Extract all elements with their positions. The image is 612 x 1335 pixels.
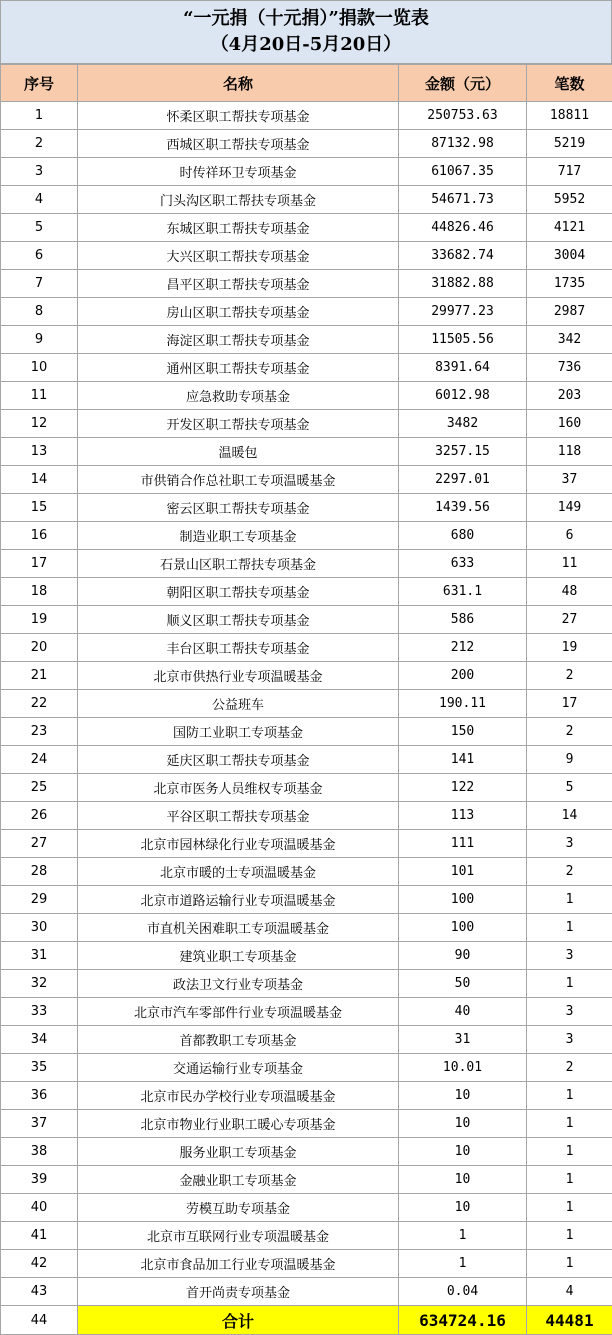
row-count: 4121	[527, 214, 612, 242]
row-amount: 122	[399, 774, 527, 802]
row-index: 10	[1, 354, 78, 382]
table-row	[1, 382, 612, 410]
row-amount: 1	[399, 1250, 527, 1278]
table-row	[1, 830, 612, 858]
row-index: 14	[1, 466, 78, 494]
row-fund-name: 北京市医务人员维权专项基金	[78, 774, 399, 802]
row-index: 18	[1, 578, 78, 606]
table-row	[1, 186, 612, 214]
row-count: 5219	[527, 130, 612, 158]
row-count: 5	[527, 774, 612, 802]
row-index: 26	[1, 802, 78, 830]
row-amount: 111	[399, 830, 527, 858]
table-body	[1, 102, 612, 1335]
row-amount: 2297.01	[399, 466, 527, 494]
row-fund-name: 市供销合作总社职工专项温暖基金	[78, 466, 399, 494]
row-index: 2	[1, 130, 78, 158]
row-count: 1	[527, 970, 612, 998]
row-fund-name: 开发区职工帮扶专项基金	[78, 410, 399, 438]
row-fund-name: 西城区职工帮扶专项基金	[78, 130, 399, 158]
row-index: 16	[1, 522, 78, 550]
total-row	[1, 1306, 612, 1335]
row-amount: 90	[399, 942, 527, 970]
table-row	[1, 1278, 612, 1306]
column-header-count: 笔数	[527, 65, 612, 102]
row-count: 3004	[527, 242, 612, 270]
row-amount: 10	[399, 1082, 527, 1110]
row-index: 11	[1, 382, 78, 410]
row-amount: 10	[399, 1194, 527, 1222]
table-row	[1, 662, 612, 690]
row-count: 118	[527, 438, 612, 466]
row-count: 48	[527, 578, 612, 606]
row-count: 14	[527, 802, 612, 830]
row-fund-name: 昌平区职工帮扶专项基金	[78, 270, 399, 298]
row-count: 736	[527, 354, 612, 382]
row-index: 38	[1, 1138, 78, 1166]
row-amount: 190.11	[399, 690, 527, 718]
row-count: 203	[527, 382, 612, 410]
table-row	[1, 690, 612, 718]
row-index: 23	[1, 718, 78, 746]
row-fund-name: 首开尚责专项基金	[78, 1278, 399, 1306]
row-count: 18811	[527, 102, 612, 130]
row-amount: 40	[399, 998, 527, 1026]
row-fund-name: 门头沟区职工帮扶专项基金	[78, 186, 399, 214]
table-row	[1, 914, 612, 942]
row-index: 24	[1, 746, 78, 774]
row-amount: 87132.98	[399, 130, 527, 158]
row-count: 5952	[527, 186, 612, 214]
table-row	[1, 970, 612, 998]
row-count: 342	[527, 326, 612, 354]
row-amount: 0.04	[399, 1278, 527, 1306]
row-index: 22	[1, 690, 78, 718]
table-row	[1, 1054, 612, 1082]
row-index: 31	[1, 942, 78, 970]
row-fund-name: 劳模互助专项基金	[78, 1194, 399, 1222]
row-fund-name: 服务业职工专项基金	[78, 1138, 399, 1166]
row-count: 2	[527, 718, 612, 746]
row-amount: 586	[399, 606, 527, 634]
row-fund-name: 北京市物业行业职工暖心专项基金	[78, 1110, 399, 1138]
row-index: 25	[1, 774, 78, 802]
row-fund-name: 北京市园林绿化行业专项温暖基金	[78, 830, 399, 858]
row-count: 37	[527, 466, 612, 494]
row-fund-name: 北京市互联网行业专项温暖基金	[78, 1222, 399, 1250]
row-index: 6	[1, 242, 78, 270]
row-index: 36	[1, 1082, 78, 1110]
table-row	[1, 746, 612, 774]
table-row	[1, 242, 612, 270]
table-row	[1, 550, 612, 578]
row-amount: 54671.73	[399, 186, 527, 214]
row-amount: 250753.63	[399, 102, 527, 130]
row-fund-name: 丰台区职工帮扶专项基金	[78, 634, 399, 662]
row-count: 2987	[527, 298, 612, 326]
row-count: 1	[527, 1250, 612, 1278]
row-amount: 10	[399, 1138, 527, 1166]
row-count: 1	[527, 1110, 612, 1138]
row-amount: 1	[399, 1222, 527, 1250]
row-fund-name: 时传祥环卫专项基金	[78, 158, 399, 186]
row-fund-name: 北京市暖的士专项温暖基金	[78, 858, 399, 886]
row-amount: 8391.64	[399, 354, 527, 382]
row-fund-name: 朝阳区职工帮扶专项基金	[78, 578, 399, 606]
row-amount: 44826.46	[399, 214, 527, 242]
row-count: 1	[527, 1222, 612, 1250]
row-amount: 11505.56	[399, 326, 527, 354]
row-count: 717	[527, 158, 612, 186]
row-fund-name: 北京市食品加工行业专项温暖基金	[78, 1250, 399, 1278]
row-count: 3	[527, 1026, 612, 1054]
row-amount: 29977.23	[399, 298, 527, 326]
total-amount: 634724.16	[399, 1306, 527, 1335]
table-row	[1, 522, 612, 550]
row-count: 149	[527, 494, 612, 522]
row-index: 28	[1, 858, 78, 886]
row-amount: 633	[399, 550, 527, 578]
row-amount: 10.01	[399, 1054, 527, 1082]
row-fund-name: 平谷区职工帮扶专项基金	[78, 802, 399, 830]
table-row	[1, 1166, 612, 1194]
row-fund-name: 海淀区职工帮扶专项基金	[78, 326, 399, 354]
row-index: 37	[1, 1110, 78, 1138]
table-row	[1, 998, 612, 1026]
row-index: 15	[1, 494, 78, 522]
table-row	[1, 774, 612, 802]
table-row	[1, 438, 612, 466]
row-index: 41	[1, 1222, 78, 1250]
table-row	[1, 326, 612, 354]
row-fund-name: 市直机关困难职工专项温暖基金	[78, 914, 399, 942]
row-index: 3	[1, 158, 78, 186]
row-count: 17	[527, 690, 612, 718]
table-date-range: （4月20日-5月20日）	[210, 34, 402, 55]
table-row	[1, 270, 612, 298]
header-row	[1, 65, 612, 102]
row-index: 17	[1, 550, 78, 578]
table-row	[1, 158, 612, 186]
row-index: 8	[1, 298, 78, 326]
row-fund-name: 延庆区职工帮扶专项基金	[78, 746, 399, 774]
row-count: 2	[527, 662, 612, 690]
row-amount: 6012.98	[399, 382, 527, 410]
row-amount: 150	[399, 718, 527, 746]
row-fund-name: 制造业职工专项基金	[78, 522, 399, 550]
row-index: 29	[1, 886, 78, 914]
row-amount: 3482	[399, 410, 527, 438]
table-row	[1, 606, 612, 634]
row-index: 35	[1, 1054, 78, 1082]
table-row	[1, 802, 612, 830]
row-amount: 212	[399, 634, 527, 662]
row-index: 30	[1, 914, 78, 942]
row-count: 2	[527, 1054, 612, 1082]
row-fund-name: 北京市民办学校行业专项温暖基金	[78, 1082, 399, 1110]
row-fund-name: 温暖包	[78, 438, 399, 466]
table-row	[1, 130, 612, 158]
table-row	[1, 1110, 612, 1138]
row-fund-name: 首都教职工专项基金	[78, 1026, 399, 1054]
row-fund-name: 建筑业职工专项基金	[78, 942, 399, 970]
row-count: 1	[527, 1082, 612, 1110]
row-count: 1	[527, 914, 612, 942]
table-title-block	[0, 0, 612, 64]
row-fund-name: 北京市道路运输行业专项温暖基金	[78, 886, 399, 914]
row-fund-name: 北京市汽车零部件行业专项温暖基金	[78, 998, 399, 1026]
row-amount: 31882.88	[399, 270, 527, 298]
table-row	[1, 354, 612, 382]
table-row	[1, 634, 612, 662]
row-fund-name: 东城区职工帮扶专项基金	[78, 214, 399, 242]
column-header-name: 名称	[78, 65, 399, 102]
row-index: 12	[1, 410, 78, 438]
table-row	[1, 1138, 612, 1166]
row-index: 20	[1, 634, 78, 662]
row-count: 3	[527, 998, 612, 1026]
row-fund-name: 交通运输行业专项基金	[78, 1054, 399, 1082]
table-row	[1, 410, 612, 438]
table-row	[1, 718, 612, 746]
row-count: 1	[527, 886, 612, 914]
donation-table	[0, 64, 612, 1335]
row-index: 7	[1, 270, 78, 298]
row-count: 6	[527, 522, 612, 550]
row-index: 5	[1, 214, 78, 242]
row-count: 3	[527, 830, 612, 858]
row-amount: 61067.35	[399, 158, 527, 186]
row-amount: 680	[399, 522, 527, 550]
row-amount: 101	[399, 858, 527, 886]
total-count: 44481	[527, 1306, 612, 1335]
row-index: 9	[1, 326, 78, 354]
row-count: 27	[527, 606, 612, 634]
row-amount: 1439.56	[399, 494, 527, 522]
row-fund-name: 怀柔区职工帮扶专项基金	[78, 102, 399, 130]
table-row	[1, 494, 612, 522]
table-row	[1, 1026, 612, 1054]
table-row	[1, 1194, 612, 1222]
row-fund-name: 北京市供热行业专项温暖基金	[78, 662, 399, 690]
row-amount: 200	[399, 662, 527, 690]
row-count: 2	[527, 858, 612, 886]
table-row	[1, 1250, 612, 1278]
row-index: 42	[1, 1250, 78, 1278]
table-row	[1, 466, 612, 494]
table-row	[1, 942, 612, 970]
row-index: 39	[1, 1166, 78, 1194]
row-count: 1	[527, 1166, 612, 1194]
row-count: 3	[527, 942, 612, 970]
total-index: 44	[1, 1306, 78, 1335]
row-index: 43	[1, 1278, 78, 1306]
row-count: 1735	[527, 270, 612, 298]
table-row	[1, 298, 612, 326]
row-index: 27	[1, 830, 78, 858]
row-amount: 10	[399, 1166, 527, 1194]
row-amount: 10	[399, 1110, 527, 1138]
row-amount: 113	[399, 802, 527, 830]
row-index: 34	[1, 1026, 78, 1054]
row-fund-name: 房山区职工帮扶专项基金	[78, 298, 399, 326]
row-count: 1	[527, 1138, 612, 1166]
row-count: 19	[527, 634, 612, 662]
row-count: 4	[527, 1278, 612, 1306]
row-amount: 141	[399, 746, 527, 774]
column-header-index: 序号	[1, 65, 78, 102]
column-header-amount: 金额（元）	[399, 65, 527, 102]
row-count: 160	[527, 410, 612, 438]
row-index: 4	[1, 186, 78, 214]
table-row	[1, 578, 612, 606]
table-row	[1, 1222, 612, 1250]
row-index: 1	[1, 102, 78, 130]
table-title: “一元捐（十元捐）”捐款一览表	[183, 8, 429, 29]
row-fund-name: 密云区职工帮扶专项基金	[78, 494, 399, 522]
table-row	[1, 858, 612, 886]
row-index: 40	[1, 1194, 78, 1222]
row-fund-name: 应急救助专项基金	[78, 382, 399, 410]
row-amount: 3257.15	[399, 438, 527, 466]
row-index: 21	[1, 662, 78, 690]
row-fund-name: 金融业职工专项基金	[78, 1166, 399, 1194]
table-row	[1, 1082, 612, 1110]
row-fund-name: 顺义区职工帮扶专项基金	[78, 606, 399, 634]
row-index: 19	[1, 606, 78, 634]
row-amount: 33682.74	[399, 242, 527, 270]
table-row	[1, 886, 612, 914]
row-fund-name: 大兴区职工帮扶专项基金	[78, 242, 399, 270]
row-fund-name: 国防工业职工专项基金	[78, 718, 399, 746]
row-amount: 100	[399, 914, 527, 942]
row-fund-name: 石景山区职工帮扶专项基金	[78, 550, 399, 578]
row-amount: 100	[399, 886, 527, 914]
row-fund-name: 公益班车	[78, 690, 399, 718]
row-index: 32	[1, 970, 78, 998]
row-count: 9	[527, 746, 612, 774]
row-fund-name: 通州区职工帮扶专项基金	[78, 354, 399, 382]
row-count: 11	[527, 550, 612, 578]
table-row	[1, 102, 612, 130]
row-fund-name: 政法卫文行业专项基金	[78, 970, 399, 998]
row-count: 1	[527, 1194, 612, 1222]
table-row	[1, 214, 612, 242]
row-amount: 631.1	[399, 578, 527, 606]
row-amount: 50	[399, 970, 527, 998]
row-amount: 31	[399, 1026, 527, 1054]
total-label: 合计	[78, 1306, 399, 1335]
row-index: 13	[1, 438, 78, 466]
row-index: 33	[1, 998, 78, 1026]
